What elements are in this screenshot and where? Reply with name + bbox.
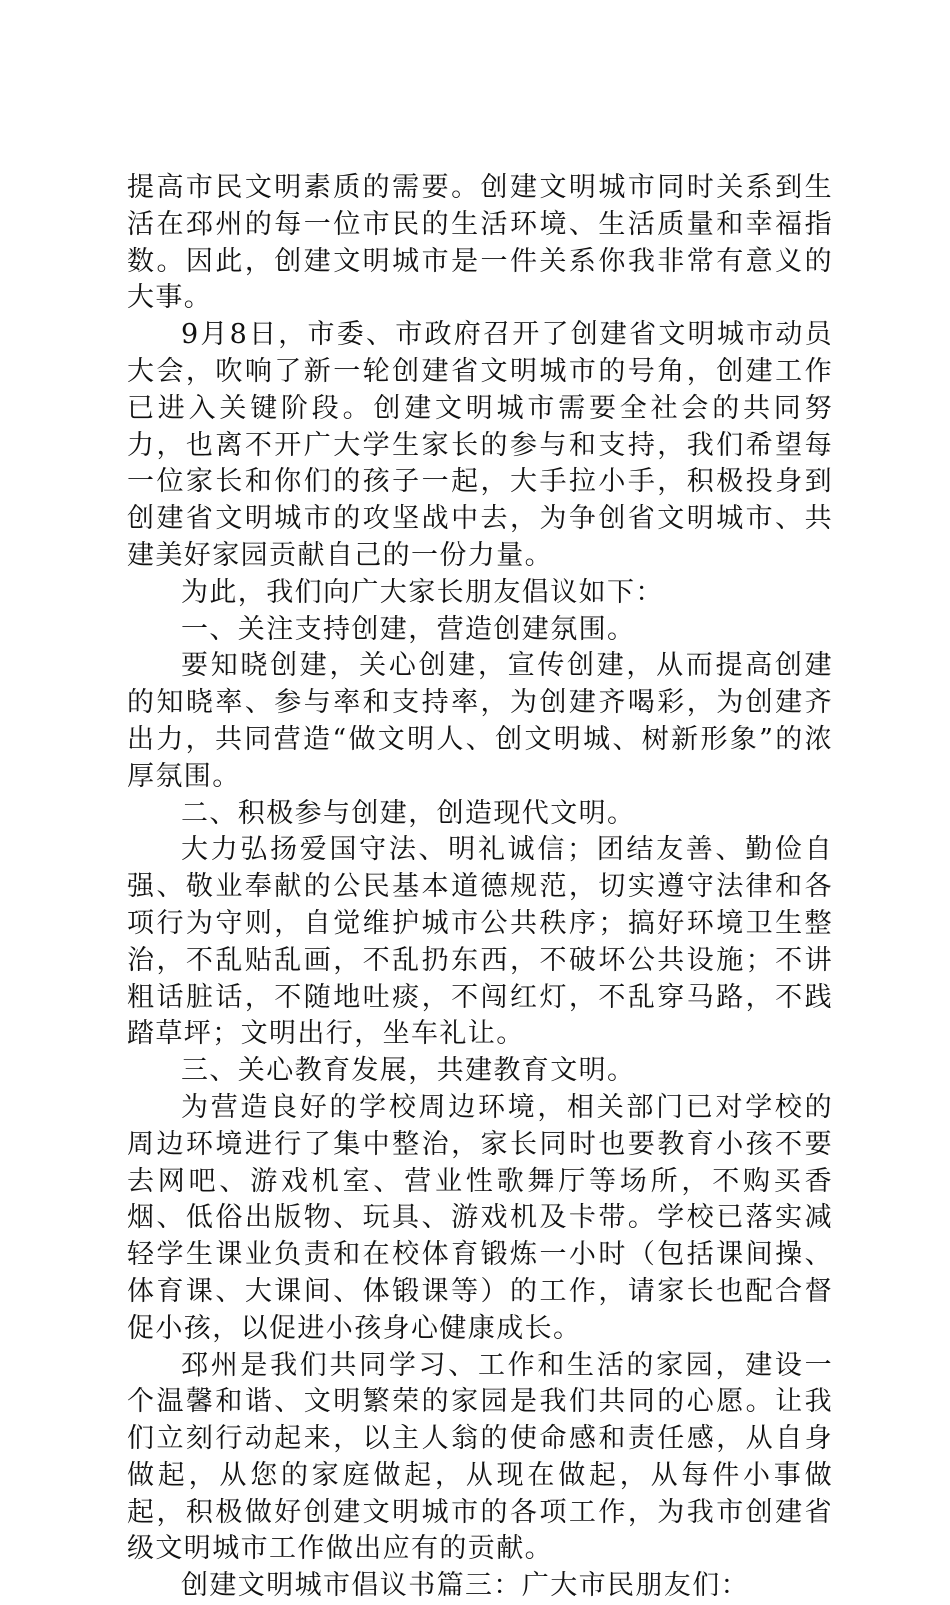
paragraph-section-1: 要知晓创建，关心创建，宣传创建，从而提高创建的知晓率、参与率和支持率，为创建齐喝彩，为创建齐出力，共同营造“做文明人、创文明城、树新形象”的浓厚氛围。 [127, 650, 833, 792]
paragraph-closing: 邳州是我们共同学习、工作和生活的家园，建设一个温馨和谐、文明繁荣的家园是我们共同的心愿。让我们立刻行动起来，以主人翁的使命感和责任感，从自身做起，从您的家庭做起，从现在做起，从每件小事做起，积极做好创建文明城市的各项工作，为我市创建省级文明城市工作做出应有的贡献。 [127, 1349, 833, 1565]
section-heading-2: 二、积极参与创建，创造现代文明。 [181, 797, 636, 829]
paragraph-section-3: 为营造良好的学校周边环境，相关部门已对学校的周边环境进行了集中整治，家长同时也要教育小孩不要去网吧、游戏机室、营业性歌舞厅等场所，不购买香烟、低俗出版物、玩具、游戏机及卡带。学校已落实减轻学生课业负责和在校体育锻炼一小时（包括课间操、体育课、大课间、体锻课等）的工作，请家长也配合督促小孩，以促进小孩身心健康成长。 [127, 1091, 833, 1344]
paragraph-mobilization-meeting: 9月8日，市委、市政府召开了创建省文明城市动员大会，吹响了新一轮创建省文明城市的号角，创建工作已进入关键阶段。创建文明城市需要全社会的共同努力，也离不开广大学生家长的参与和支持，我们希望每一位家长和你们的孩子一起，大手拉小手，积极投身到创建省文明城市的攻坚战中去，为争创省文明城市、共建美好家园贡献自己的一份力量。 [127, 319, 833, 571]
paragraph-next-article-heading: 创建文明城市倡议书篇三：广大市民朋友们： [181, 1570, 749, 1602]
paragraph-continuation: 提高市民文明素质的需要。创建文明城市同时关系到生活在邳州的每一位市民的生活环境、生活质量和幸福指数。因此，创建文明城市是一件关系你我非常有意义的大事。 [127, 172, 833, 314]
section-heading-1: 一、关注支持创建，营造创建氛围。 [181, 613, 636, 645]
document-body [127, 170, 833, 1605]
section-heading-3: 三、关心教育发展，共建教育文明。 [181, 1055, 636, 1087]
paragraph-proposal-intro: 为此，我们向广大家长朋友倡议如下： [181, 576, 664, 608]
paragraph-section-2: 大力弘扬爱国守法、明礼诚信；团结友善、勤俭自强、敬业奉献的公民基本道德规范，切实遵守法律和各项行为守则，自觉维护城市公共秩序；搞好环境卫生整治，不乱贴乱画，不乱扔东西，不破坏公共设施；不讲粗话脏话，不随地吐痰，不闯红灯，不乱穿马路，不践踏草坪；文明出行，坐车礼让。 [127, 834, 833, 1050]
